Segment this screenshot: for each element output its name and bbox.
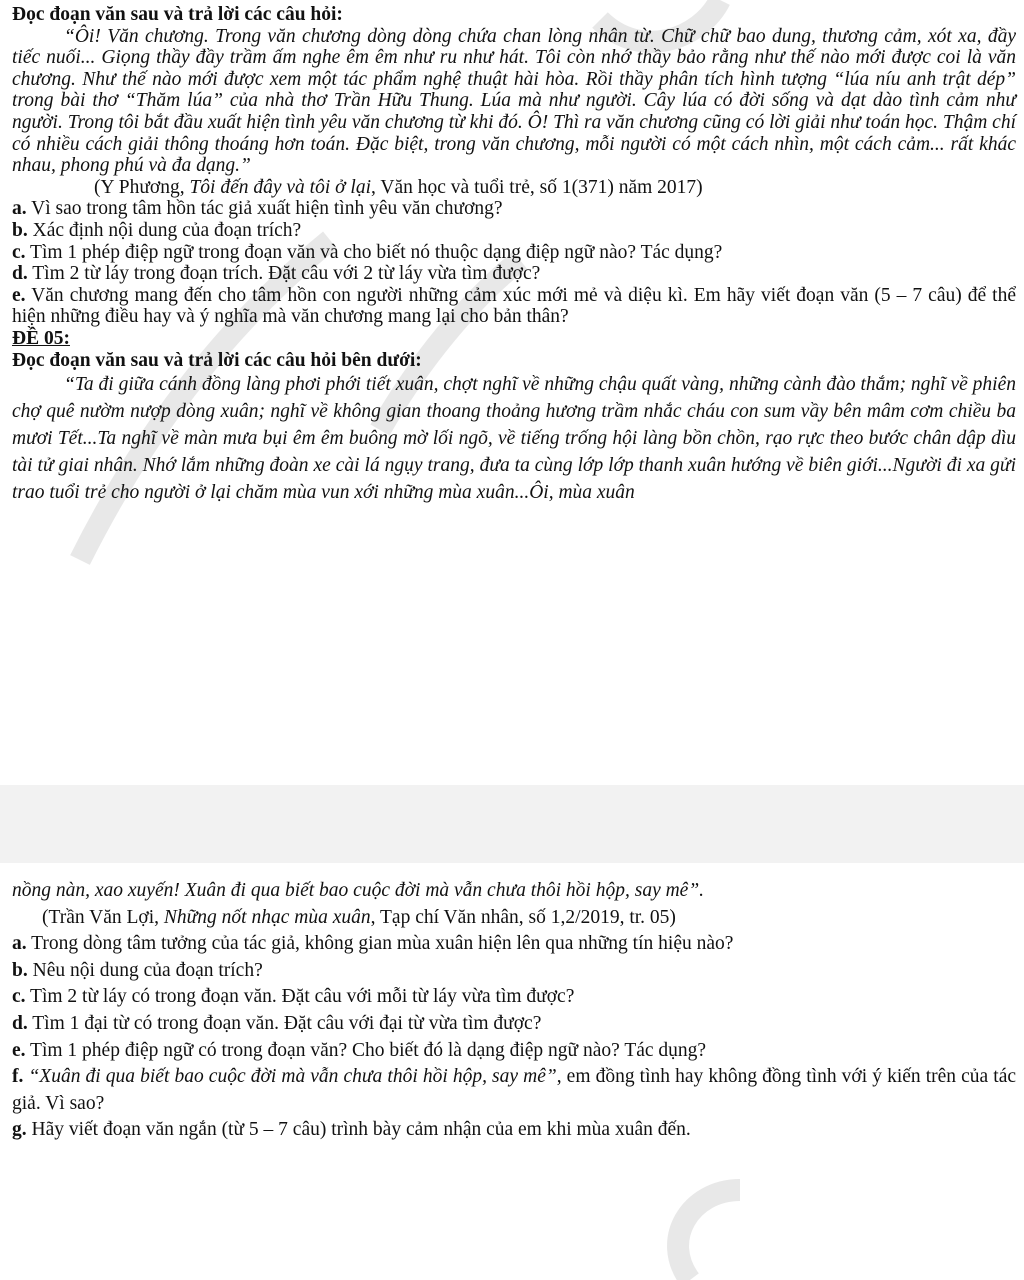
section1-question-a: a. Vì sao trong tâm hồn tác giả xuất hiện tình yêu văn chương?	[12, 198, 503, 220]
section2-source-author: (Trần Văn Lợi,	[42, 906, 164, 928]
section2-question-g: g. Hãy viết đoạn văn ngắn (từ 5 – 7 câu) trình bày cảm nhận của em khi mùa xuân đến.	[12, 1119, 691, 1141]
section2-question-c: c. Tìm 2 từ láy có trong đoạn văn. Đặt câu với mỗi từ láy vừa tìm được?	[12, 986, 575, 1008]
section1-question-e: e. Văn chương mang đến cho tâm hồn con người những cảm xúc mới mẻ và diệu kì. Em hãy viết đoạn văn (5 – 7 câu) để thể hiện những điều hay và ý nghĩa mà văn chương mang lại cho bản thân?	[12, 284, 1016, 328]
section2-instruction: Đọc đoạn văn sau và trả lời các câu hỏi bên dưới:	[12, 349, 422, 371]
section1-passage: “Ôi! Văn chương. Trong văn chương dòng dòng chứa chan lòng nhân từ. Chữ chữ bao dung, thương cảm, xót xa, đầy tiếc nuối... Giọng thầy đầy trầm ấm nghe êm êm như ru như hát. Tôi còn nhớ thầy bảo rằng như thế nào mới được coi là văn chương. Như thế nào mới được xem một tác phẩm nghệ thuật hài hòa. Rồi thầy phân tích hình tượng “lúa níu anh trật dép” trong bài thơ “Thăm lúa” của nhà thơ Trần Hữu Thung. Lúa mà như người. Cây lúa có đời sống và dạt dào tình cảm như người. Trong tôi bắt đầu xuất hiện tình yêu văn chương từ khi đó. Ô! Thì ra văn chương cũng có lời giải như toán học. Thậm chí có nhiều cách giải thông thoáng hơn toán. Đặc biệt, trong văn chương, mỗi người có một cách nhìn, một cách cảm... rất khác nhau, phong phú và đa dạng.”	[12, 25, 1016, 177]
section1-source-rest: , Văn học và tuổi trẻ, số 1(371) năm 2017)	[371, 176, 703, 198]
page-gap-divider	[0, 785, 1024, 863]
section1-source	[12, 177, 1016, 199]
page-one	[12, 4, 1016, 506]
section1-source-title: Tôi đến đây và tôi ở lại	[189, 176, 372, 198]
section2-question-a: a. Trong dòng tâm tưởng của tác giả, không gian mùa xuân hiện lên qua những tín hiệu nào?	[12, 933, 734, 955]
section2-passage-part1: “Ta đi giữa cánh đồng làng phơi phới tiết xuân, chợt nghĩ về những chậu quất vàng, những cành đào thắm; nghĩ về phiên chợ quê nườm nượp dòng xuân; nghĩ về không gian thoang thoảng hương trầm nhắc cháu con sum vầy bên mâm cơm chiều ba mươi Tết...Ta nghĩ về màn mưa bụi êm êm buông mờ lối ngõ, về tiếng trống hội làng bồn chồn, rạo rực theo bước chân dập dìu tài tử giai nhân. Nhớ lắm những đoàn xe cài lá ngụy trang, đưa ta cùng lớp lớp thanh xuân hướng về biên giới...Người đi xa gửi trao tuổi trẻ cho người ở lại chăm mùa vun xới những mùa xuân...Ôi, mùa xuân	[12, 374, 1016, 504]
section2-question-e: e. Tìm 1 phép điệp ngữ có trong đoạn văn? Cho biết đó là dạng điệp ngữ nào? Tác dụng?	[12, 1039, 707, 1061]
page-two	[12, 878, 1016, 1144]
section2-source	[12, 905, 1016, 932]
section2-passage-part2: nồng nàn, xao xuyến! Xuân đi qua biết bao cuộc đời mà vẫn chưa thôi hồi hộp, say mê”.	[12, 880, 705, 901]
section1-question-b: b. Xác định nội dung của đoạn trích?	[12, 219, 302, 241]
section2-question-b: b. Nêu nội dung của đoạn trích?	[12, 959, 263, 981]
section2-heading: ĐỀ 05:	[12, 327, 70, 349]
section1-instruction: Đọc đoạn văn sau và trả lời các câu hỏi:	[12, 4, 343, 25]
section2-question-d: d. Tìm 1 đại từ có trong đoạn văn. Đặt câu với đại từ vừa tìm được?	[12, 1012, 542, 1034]
section2-source-title: Những nốt nhạc mùa xuân	[163, 906, 371, 928]
section2-source-rest: , Tạp chí Văn nhân, số 1,2/2019, tr. 05)	[370, 906, 676, 928]
section1-source-author: (Y Phương,	[94, 176, 190, 198]
section1-question-d: d. Tìm 2 từ láy trong đoạn trích. Đặt câu với 2 từ láy vừa tìm được?	[12, 263, 541, 285]
section1-question-c: c. Tìm 1 phép điệp ngữ trong đoạn văn và cho biết nó thuộc dạng điệp ngữ nào? Tác dụng?	[12, 241, 723, 263]
section2-question-f: f. “Xuân đi qua biết bao cuộc đời mà vẫn chưa thôi hồi hộp, say mê”, em đồng tình hay không đồng tình với ý kiến trên của tác giả. Vì sao?	[12, 1066, 1017, 1114]
